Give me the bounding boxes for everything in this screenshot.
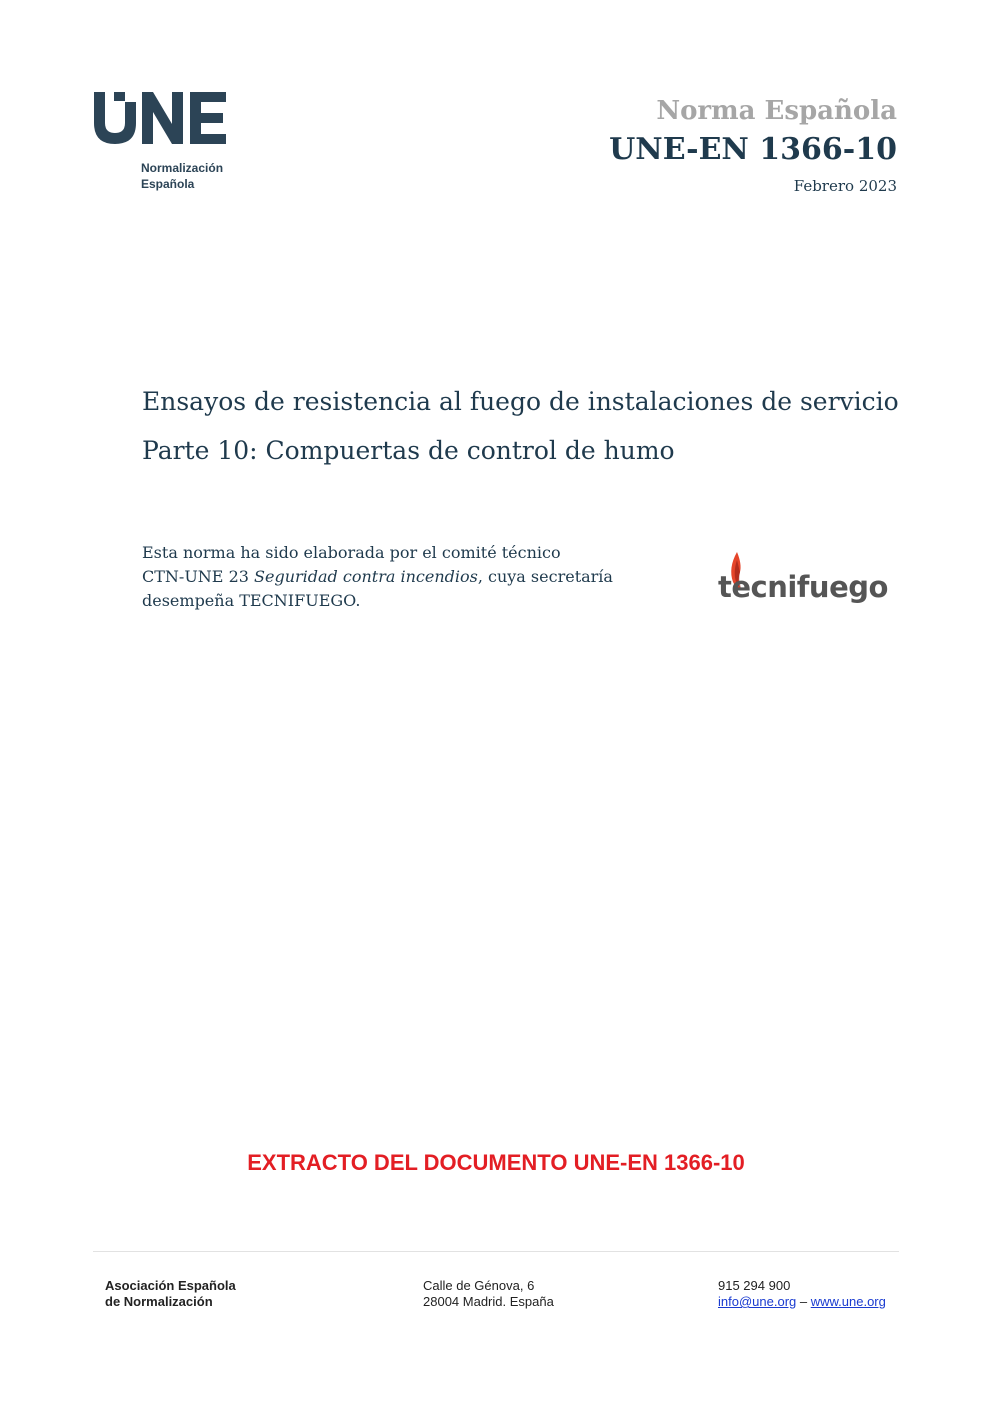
footer-phone: 915 294 900 <box>718 1278 791 1293</box>
standard-type-label: Norma Española <box>656 96 897 126</box>
tecnifuego-wordmark: tecnifuego <box>718 570 888 604</box>
footer-organization <box>105 1278 236 1310</box>
logo-subtitle-line2: Española <box>141 177 195 191</box>
contact-separator: – <box>796 1294 811 1309</box>
footer-address-line1: Calle de Génova, 6 <box>423 1278 535 1293</box>
logo-subtitle-line1: Normalización <box>141 161 224 175</box>
publication-date: Febrero 2023 <box>793 177 897 195</box>
email-link[interactable]: info@une.org <box>718 1294 797 1309</box>
website-link[interactable]: www.une.org <box>810 1294 886 1309</box>
extract-notice: EXTRACTO DEL DOCUMENTO UNE-EN 1366-10 <box>247 1150 745 1175</box>
tecnifuego-logo <box>718 550 888 616</box>
footer-address-line2: 28004 Madrid. España <box>423 1294 554 1309</box>
flame-icon <box>718 550 888 616</box>
committee-text-3: , cuya secretaría <box>477 567 613 586</box>
une-wordmark-icon <box>92 88 232 148</box>
une-logo <box>92 88 232 198</box>
committee-text-1: Esta norma ha sido elaborada por el comité técnico <box>142 543 561 562</box>
standard-code: UNE-EN 1366-10 <box>609 132 897 167</box>
footer-org-line2: de Normalización <box>105 1294 213 1309</box>
document-subtitle: Parte 10: Compuertas de control de humo <box>142 436 675 465</box>
document-title: Ensayos de resistencia al fuego de instalaciones de servicio <box>142 387 899 416</box>
footer-address <box>423 1278 554 1310</box>
footer-org-line1: Asociación Española <box>105 1278 236 1293</box>
committee-text-4: desempeña TECNIFUEGO. <box>142 591 361 610</box>
footer-divider <box>93 1251 899 1252</box>
committee-text-2: CTN-UNE 23 <box>142 567 255 586</box>
committee-name: Seguridad contra incendios <box>254 567 478 586</box>
committee-statement <box>142 541 662 613</box>
footer-contact <box>718 1278 886 1310</box>
